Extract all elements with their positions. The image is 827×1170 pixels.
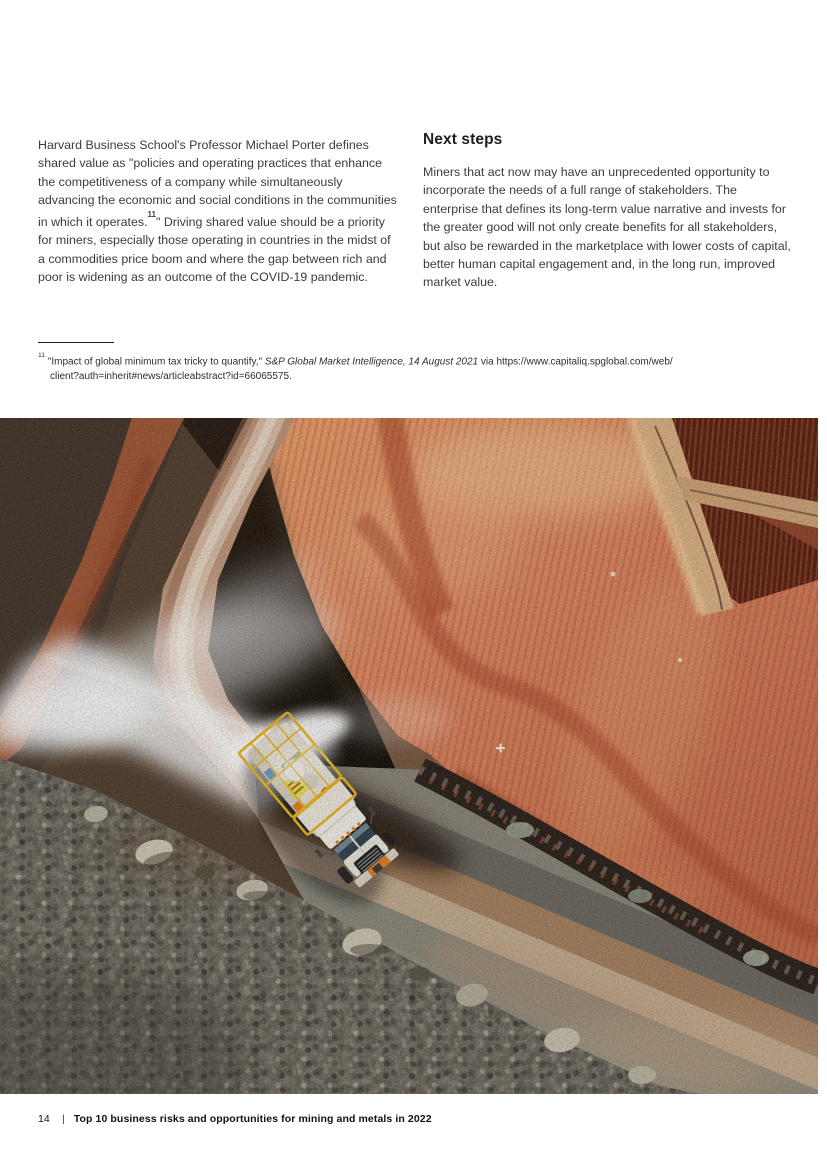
next-steps-heading: Next steps	[423, 131, 503, 148]
footnote-text: "Impact of global minimum tax tricky to quantify,"	[45, 356, 265, 368]
intro-text-after: " Driving shared value should be a priority for miners, especially those operating in countries in the midst of a commodities price boom and where the gap between rich and poor is widening as an outcome of the COVID-19 pandemic.	[38, 214, 391, 284]
footnote-url-start: via https://www.capitaliq.spglobal.com/web/	[478, 356, 673, 368]
mine-photo-illustration	[0, 418, 818, 1094]
footer-page-number: 14	[38, 1113, 50, 1125]
footnote-line-2: client?auth=inherit#news/articleabstract?id=66065575.	[50, 371, 292, 383]
footnote-line-1	[38, 351, 800, 369]
intro-column	[38, 136, 398, 286]
footer-report-title: Top 10 business risks and opportunities for mining and metals in 2022	[73, 1113, 432, 1125]
footnote	[38, 351, 800, 384]
footnote-reference-11: 11	[147, 209, 156, 219]
footnote-marker: 11	[38, 352, 46, 359]
page-footer	[38, 1113, 432, 1125]
next-steps-paragraph: Miners that act now may have an unprecedented opportunity to incorporate the needs of a full range of stakeholders. The enterprise that defines its long-term value narrative and invests for the greater good will not only create benefits for all stakeholders, but also be rewarded in the marketplace with lower costs of capital, better human capital engagement and, in the long run, improved market value.	[423, 165, 791, 290]
grain-light	[0, 418, 818, 1094]
footer-separator: |	[62, 1113, 65, 1125]
footnote-divider-rule	[38, 342, 114, 343]
intro-text-before: Harvard Business School's Professor Michael Porter defines shared value as "policies and operating practices that enhance the competitiveness of a company while simultaneously advancing the economic and social conditions in the communities in which it operates.	[38, 138, 397, 229]
mine-photo	[0, 418, 818, 1094]
intro-paragraph	[38, 136, 398, 286]
footnote-source: S&P Global Market Intelligence, 14 August 2021	[264, 356, 479, 368]
next-steps-column	[423, 131, 795, 292]
